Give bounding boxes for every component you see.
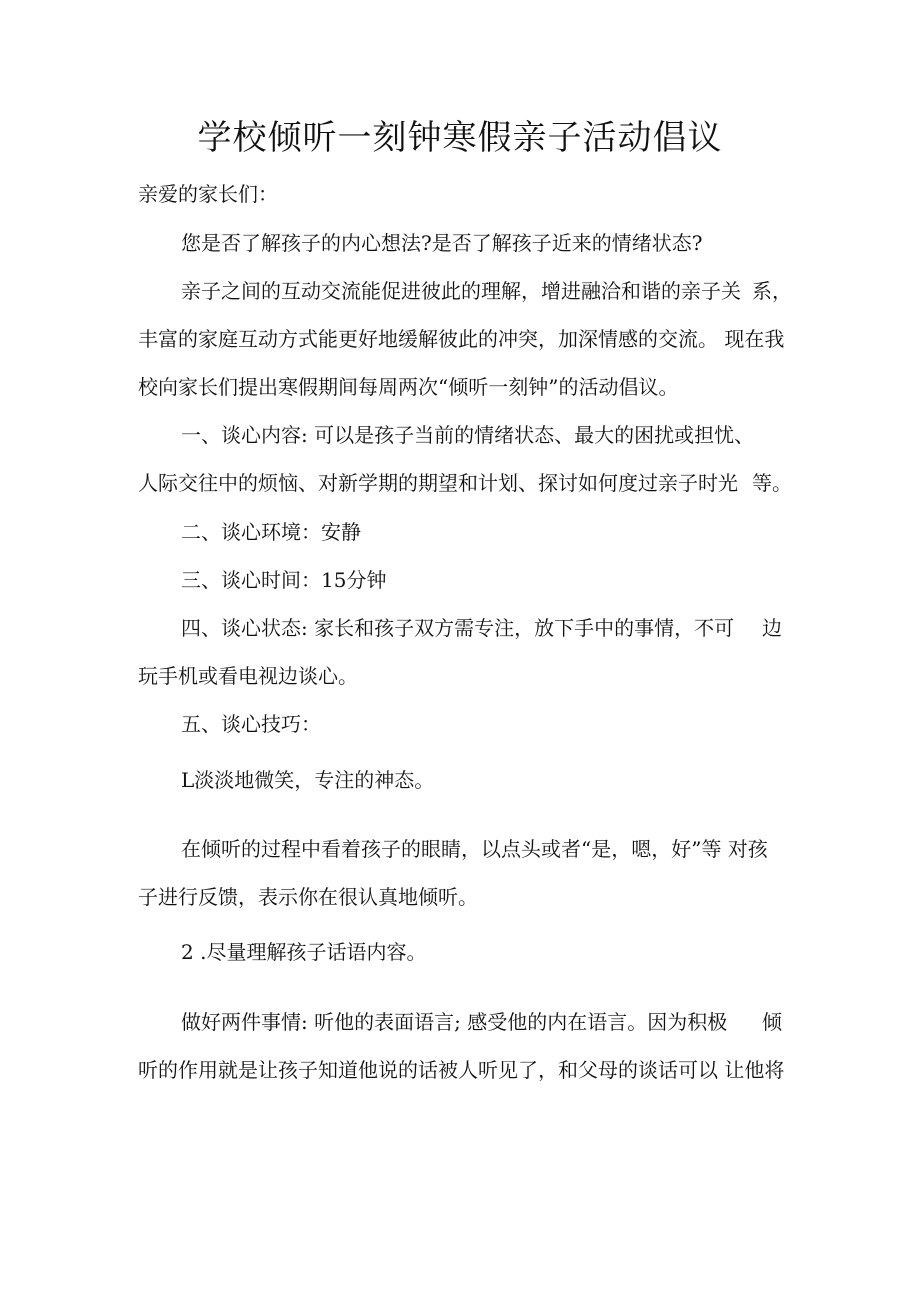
skill-1: L淡淡地微笑，专注的神态。 [181,768,435,792]
skill-2-detail-line-2: 听的作用就是让孩子知道他说的话被人听见了，和父母的谈话可以 让他将 [138,1058,785,1082]
item-time: 三、谈心时间：15分钟 [181,568,387,592]
item-content-line-1: 一、谈心内容: 可以是孩子当前的情绪状态、最大的困扰或担忧、 [181,423,755,447]
paragraph-intro-line-1 [181,277,792,305]
item-skills-heading: 五、谈心技巧： [181,712,321,736]
skill-1-detail-line-1: 在倾听的过程中看着孩子的眼睛，以点头或者“是，嗯，好”等 对孩 [181,837,768,861]
skill-2-detail-line-1 [181,1008,782,1036]
item-content-line-2 [138,469,792,497]
skill-2-detail-line-1-tail: 倾 [762,1010,782,1034]
paragraph-intro-line-1-text: 亲子之间的互动交流能促进彼此的理解，增进融洽和谐的亲子关 [181,279,741,303]
skill-2: 2 .尽量理解孩子话语内容。 [181,940,427,964]
greeting: 亲爱的家长们： [138,182,278,206]
item-environment: 二、谈心环境：安静 [181,520,361,544]
skill-2-detail-line-1-text: 做好两件事情: 听他的表面语言; 感受他的内在语言。因为积极 [181,1010,728,1034]
paragraph-intro-line-1-tail: 系， [752,279,792,303]
item-content-line-2-tail: 等。 [752,471,792,495]
paragraph-intro-line-2: 丰富的家庭互动方式能更好地缓解彼此的冲突，加深情感的交流。 现在我 [138,327,785,351]
item-content-line-2-text: 人际交往中的烦恼、对新学期的期望和计划、探讨如何度过亲子时光 [138,471,738,495]
skill-1-detail-line-2: 子进行反馈，表示你在很认真地倾听。 [138,885,478,909]
item-state-line-1 [181,614,782,642]
document-title: 学校倾听一刻钟寒假亲子活动倡议 [197,118,723,158]
item-state-line-1-text: 四、谈心状态: 家长和孩子双方需专注，放下手中的事情，不可 [181,616,735,640]
item-state-line-1-tail: 边 [762,616,782,640]
paragraph-intro-line-3: 校向家长们提出寒假期间每周两次“倾听一刻钟”的活动倡议。 [138,375,679,399]
item-state-line-2: 玩手机或看电视边谈心。 [138,664,358,688]
paragraph-question: 您是否了解孩子的内心想法?是否了解孩子近来的情绪状态? [181,231,703,255]
